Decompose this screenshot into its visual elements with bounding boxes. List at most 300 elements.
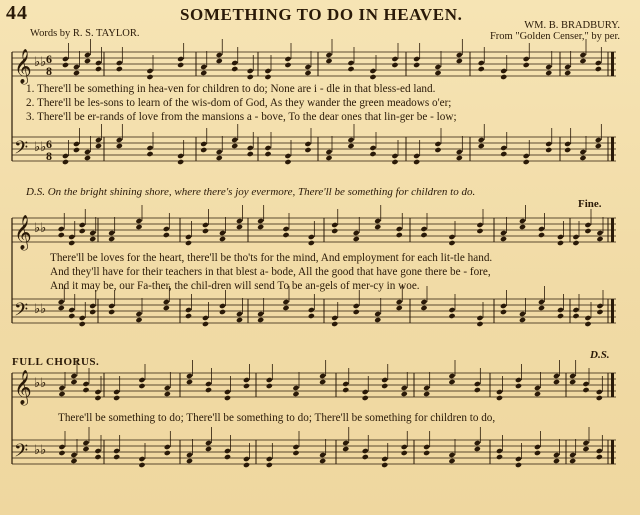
note-head [478, 137, 485, 143]
system2-lyric-2: And they'll have for their teachers in that blest a- bode, All the good that have gone there be - fore, [50, 266, 491, 278]
note-head [243, 462, 250, 468]
note-head [135, 224, 142, 230]
note-head [84, 58, 91, 64]
note-head [304, 64, 311, 70]
note-head [79, 315, 86, 321]
note-head [116, 66, 123, 72]
note-head [569, 452, 576, 458]
note-head [236, 224, 243, 230]
note-head [476, 315, 483, 321]
note-head [391, 153, 398, 159]
note-head [231, 60, 238, 66]
key-signature-flats: ♭♭ [34, 140, 47, 155]
note-head [420, 299, 427, 305]
note-head [95, 60, 102, 66]
note-head [264, 151, 271, 157]
note-head [282, 299, 289, 305]
note-head [519, 224, 526, 230]
note-head [231, 137, 238, 143]
note-head [534, 450, 541, 456]
note-head [186, 379, 193, 385]
final-bar-thick [611, 218, 614, 242]
note-head [523, 159, 530, 165]
note-head [73, 64, 80, 70]
note-head [374, 224, 381, 230]
note-head [62, 62, 69, 68]
note-head [224, 454, 231, 460]
note-head [519, 317, 526, 323]
note-head [538, 305, 545, 311]
treble-clef: 𝄞 [14, 215, 32, 250]
note-head [545, 141, 552, 147]
note-head [496, 448, 503, 454]
note-head [342, 446, 349, 452]
note-head [89, 236, 96, 242]
note-head [200, 141, 207, 147]
note-head [58, 450, 65, 456]
note-head [557, 234, 564, 240]
note-head [243, 456, 250, 462]
note-head [292, 391, 299, 397]
key-signature-flats: ♭♭ [34, 221, 47, 236]
note-head [185, 313, 192, 319]
time-signature-top: 6 [46, 52, 52, 66]
note-head [582, 387, 589, 393]
note-head [374, 311, 381, 317]
bass-clef: 𝄢 [14, 138, 29, 163]
note-head [292, 385, 299, 391]
note-head [413, 56, 420, 62]
note-head [95, 143, 102, 149]
note-head [342, 440, 349, 446]
note-head [448, 379, 455, 385]
verse-3: 3. There'll be er-rands of love from the mansions a - bove, To the dear ones that lin-ger be - low; [26, 111, 457, 123]
note-head [231, 143, 238, 149]
note-head [70, 458, 77, 464]
note-head [582, 440, 589, 446]
note-head [420, 226, 427, 232]
note-head [523, 62, 530, 68]
note-head [58, 444, 65, 450]
note-head [216, 155, 223, 161]
note-head [82, 440, 89, 446]
note-head [584, 222, 591, 228]
note-head [369, 74, 376, 80]
note-head [474, 381, 481, 387]
note-head [108, 309, 115, 315]
note-head [284, 159, 291, 165]
note-head [391, 62, 398, 68]
note-head [135, 218, 142, 224]
note-head [523, 153, 530, 159]
note-head [381, 377, 388, 383]
note-head [89, 230, 96, 236]
note-head [266, 377, 273, 383]
note-head [219, 309, 226, 315]
note-head [564, 141, 571, 147]
note-head [308, 313, 315, 319]
note-head [325, 52, 332, 58]
note-head [202, 321, 209, 327]
note-head [266, 383, 273, 389]
note-head [456, 155, 463, 161]
note-head [569, 379, 576, 385]
note-head [423, 391, 430, 397]
note-head [553, 379, 560, 385]
verse-2: 2. There'll be les-sons to learn of the wis-dom of God, As they wander the green meadows o'er; [26, 97, 452, 109]
note-head [519, 218, 526, 224]
note-head [163, 299, 170, 305]
note-head [177, 56, 184, 62]
note-head [496, 389, 503, 395]
note-head [353, 236, 360, 242]
note-head [369, 68, 376, 74]
note-head [478, 60, 485, 66]
note-head [163, 305, 170, 311]
note-head [108, 303, 115, 309]
note-head [135, 311, 142, 317]
note-head [557, 240, 564, 246]
note-head [584, 321, 591, 327]
system2-lyric-1: There'll be loves for the heart, there'll be tho'ts for the mind, And employment for each lit-tle hand. [50, 252, 493, 264]
note-head [476, 222, 483, 228]
note-head [68, 240, 75, 246]
note-head [572, 234, 579, 240]
note-head [369, 145, 376, 151]
note-head [401, 444, 408, 450]
note-head [596, 230, 603, 236]
note-head [216, 58, 223, 64]
note-head [205, 381, 212, 387]
note-head [84, 52, 91, 58]
note-head [82, 387, 89, 393]
note-head [553, 458, 560, 464]
note-head [596, 309, 603, 315]
note-head [200, 70, 207, 76]
note-head [146, 145, 153, 151]
note-head [68, 313, 75, 319]
note-head [62, 159, 69, 165]
note-head [478, 66, 485, 72]
key-signature-flats: ♭♭ [34, 443, 47, 458]
note-head [538, 226, 545, 232]
note-head [94, 395, 101, 401]
note-head [448, 373, 455, 379]
note-head [596, 454, 603, 460]
note-head [381, 462, 388, 468]
note-head [58, 226, 65, 232]
note-head [304, 147, 311, 153]
note-head [500, 309, 507, 315]
note-head [202, 315, 209, 321]
note-head [572, 313, 579, 319]
note-head [292, 444, 299, 450]
note-head [257, 311, 264, 317]
note-head [391, 159, 398, 165]
treble-clef: 𝄞 [14, 370, 32, 405]
note-head [374, 218, 381, 224]
note-head [284, 56, 291, 62]
note-head [113, 448, 120, 454]
note-head [186, 373, 193, 379]
note-head [515, 377, 522, 383]
note-head [89, 303, 96, 309]
note-head [325, 149, 332, 155]
note-head [474, 440, 481, 446]
note-head [496, 395, 503, 401]
note-head [579, 58, 586, 64]
note-head [58, 299, 65, 305]
note-head [58, 232, 65, 238]
note-head [82, 381, 89, 387]
final-bar-thick [611, 299, 614, 323]
note-head [347, 143, 354, 149]
note-head [595, 60, 602, 66]
note-head [572, 307, 579, 313]
note-head [308, 234, 315, 240]
note-head [257, 317, 264, 323]
note-head [146, 74, 153, 80]
final-bar-thick [611, 440, 614, 464]
fine-mark: Fine. [578, 198, 602, 210]
note-head [515, 462, 522, 468]
note-head [596, 236, 603, 242]
note-head [308, 307, 315, 313]
note-head [347, 60, 354, 66]
note-head [70, 373, 77, 379]
note-head [247, 151, 254, 157]
note-head [186, 458, 193, 464]
note-head [584, 315, 591, 321]
note-head [70, 452, 77, 458]
note-head [216, 149, 223, 155]
note-head [448, 307, 455, 313]
note-head [219, 236, 226, 242]
note-head [545, 70, 552, 76]
note-head [448, 313, 455, 319]
note-head [200, 147, 207, 153]
note-head [423, 450, 430, 456]
note-head [557, 313, 564, 319]
note-head [434, 147, 441, 153]
note-head [205, 446, 212, 452]
note-head [331, 222, 338, 228]
note-head [401, 385, 408, 391]
note-head [62, 56, 69, 62]
note-head [186, 452, 193, 458]
note-head [185, 234, 192, 240]
note-head [420, 305, 427, 311]
note-head [500, 230, 507, 236]
note-head [224, 395, 231, 401]
source-note: From "Golden Censer," by per. [489, 31, 620, 42]
note-head [94, 389, 101, 395]
note-head [247, 68, 254, 74]
note-head [474, 446, 481, 452]
note-head [564, 64, 571, 70]
note-head [216, 52, 223, 58]
note-head [138, 377, 145, 383]
note-head [557, 307, 564, 313]
note-head [308, 240, 315, 246]
lyricist-credit: Words by R. S. TAYLOR. [30, 28, 140, 39]
time-signature-top: 6 [46, 137, 52, 151]
note-head [202, 228, 209, 234]
note-head [353, 303, 360, 309]
note-head [456, 149, 463, 155]
note-head [116, 60, 123, 66]
note-head [569, 458, 576, 464]
note-head [257, 218, 264, 224]
note-head [236, 317, 243, 323]
note-head [284, 153, 291, 159]
verse-1: 1. There'll be something in hea-ven for children to do; None are i - dle in that bless-ed land. [26, 83, 436, 95]
page-number: 44 [6, 2, 28, 24]
note-head [135, 317, 142, 323]
note-head [534, 391, 541, 397]
note-head [353, 309, 360, 315]
note-head [146, 68, 153, 74]
note-head [448, 452, 455, 458]
note-head [519, 311, 526, 317]
note-head [596, 303, 603, 309]
note-head [500, 145, 507, 151]
note-head [396, 226, 403, 232]
final-bar-thick [611, 52, 614, 76]
note-head [73, 147, 80, 153]
chorus-lyric: There'll be something to do; There'll be something to do; There'll be something for children to do, [58, 412, 496, 424]
note-head [108, 230, 115, 236]
note-head [347, 66, 354, 72]
note-head [219, 303, 226, 309]
note-head [164, 385, 171, 391]
note-head [553, 373, 560, 379]
note-head [163, 226, 170, 232]
note-head [396, 232, 403, 238]
note-head [319, 379, 326, 385]
note-head [500, 151, 507, 157]
note-head [304, 141, 311, 147]
composer-name: WM. B. BRADBURY. [524, 20, 620, 31]
note-head [84, 155, 91, 161]
note-head [448, 458, 455, 464]
note-head [177, 159, 184, 165]
note-head [164, 391, 171, 397]
note-head [534, 385, 541, 391]
note-head [73, 70, 80, 76]
note-head [413, 153, 420, 159]
note-head [282, 305, 289, 311]
treble-clef: 𝄞 [14, 49, 32, 84]
note-head [79, 222, 86, 228]
note-head [595, 143, 602, 149]
note-head [79, 228, 86, 234]
note-head [362, 448, 369, 454]
time-signature-bottom: 8 [46, 64, 52, 78]
note-head [82, 446, 89, 452]
key-signature-flats: ♭♭ [34, 55, 47, 70]
note-head [401, 391, 408, 397]
note-head [292, 450, 299, 456]
note-head [500, 303, 507, 309]
note-head [582, 446, 589, 452]
note-head [545, 64, 552, 70]
note-head [164, 444, 171, 450]
note-head [534, 444, 541, 450]
note-head [163, 232, 170, 238]
note-head [58, 391, 65, 397]
note-head [304, 70, 311, 76]
note-head [116, 143, 123, 149]
composer-credit [490, 20, 620, 42]
note-head [70, 379, 77, 385]
note-head [266, 456, 273, 462]
note-head [73, 141, 80, 147]
note-head [523, 56, 530, 62]
note-head [572, 240, 579, 246]
note-head [89, 309, 96, 315]
note-head [538, 232, 545, 238]
bass-clef: 𝄢 [14, 300, 29, 325]
note-head [331, 228, 338, 234]
ds-instruction: D.S. On the bright shining shore, where there's joy evermore, There'll be something for children to do. [26, 186, 476, 198]
note-head [569, 373, 576, 379]
note-head [331, 315, 338, 321]
note-head [185, 307, 192, 313]
note-head [243, 383, 250, 389]
note-head [401, 450, 408, 456]
note-head [448, 234, 455, 240]
note-head [58, 305, 65, 311]
note-head [579, 155, 586, 161]
note-head [413, 62, 420, 68]
note-head [579, 149, 586, 155]
note-head [68, 307, 75, 313]
time-signature-bottom: 8 [46, 149, 52, 163]
note-head [284, 62, 291, 68]
system2-lyric-3: And it may be, our Fa-ther, the chil-dren will send To be an-gels of mer-cy in woe. [50, 280, 420, 292]
note-head [396, 299, 403, 305]
note-head [108, 236, 115, 242]
note-head [423, 385, 430, 391]
note-head [138, 462, 145, 468]
note-head [113, 454, 120, 460]
note-head [205, 440, 212, 446]
note-head [243, 377, 250, 383]
note-head [325, 155, 332, 161]
note-head [319, 373, 326, 379]
chorus-label: FULL CHORUS. [12, 356, 100, 368]
note-head [138, 383, 145, 389]
note-head [325, 58, 332, 64]
note-head [476, 321, 483, 327]
note-head [113, 389, 120, 395]
note-head [596, 395, 603, 401]
note-head [62, 153, 69, 159]
note-head [282, 232, 289, 238]
note-head [374, 317, 381, 323]
note-head [138, 456, 145, 462]
note-head [202, 222, 209, 228]
note-head [347, 137, 354, 143]
key-signature-flats: ♭♭ [34, 302, 47, 317]
note-head [58, 385, 65, 391]
note-head [164, 450, 171, 456]
note-head [596, 389, 603, 395]
note-head [247, 145, 254, 151]
hymn-title: SOMETHING TO DO IN HEAVEN. [180, 5, 463, 24]
final-bar-thick [611, 373, 614, 397]
